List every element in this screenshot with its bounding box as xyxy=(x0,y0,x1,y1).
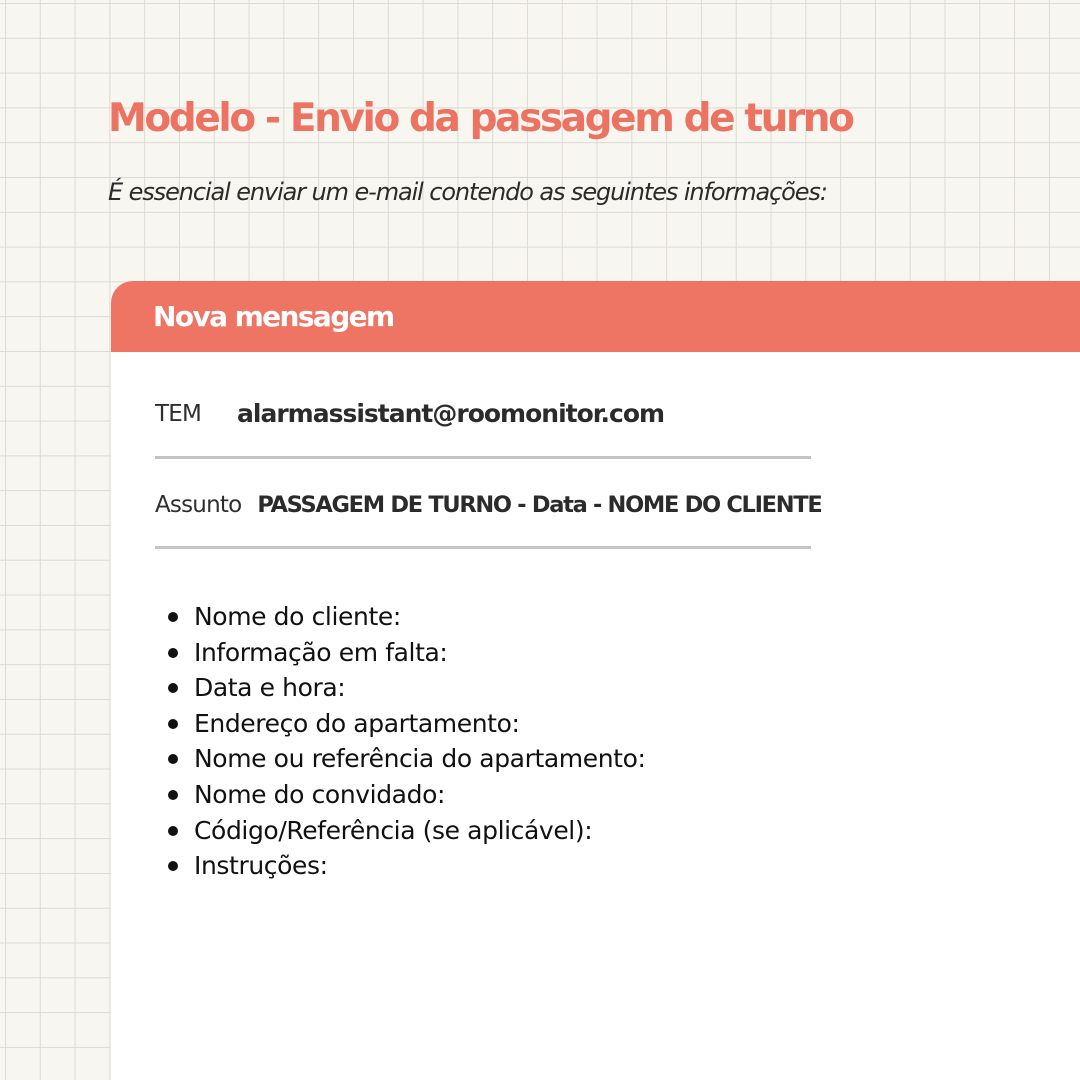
compose-window xyxy=(111,281,1080,1080)
list-item xyxy=(167,777,646,813)
bullet-icon xyxy=(168,790,178,800)
list-item-text: Informação em falta: xyxy=(194,637,448,667)
list-item-text: Nome do cliente: xyxy=(194,602,401,631)
compose-header-title: Nova mensagem xyxy=(153,300,394,333)
list-item-text: Código/Referência (se aplicável): xyxy=(194,815,593,845)
list-item xyxy=(167,635,646,671)
bullet-icon xyxy=(168,719,178,729)
list-item xyxy=(167,599,646,635)
list-item xyxy=(167,670,646,706)
bullet-icon xyxy=(168,826,178,836)
to-field[interactable] xyxy=(155,391,811,459)
to-value[interactable]: alarmassistant@roomonitor.com xyxy=(237,399,665,428)
bullet-icon xyxy=(168,683,178,693)
list-item-text: Data e hora: xyxy=(194,673,346,703)
bullet-icon xyxy=(168,612,178,622)
page-subtitle: É essencial enviar um e-mail contendo as seguintes informações: xyxy=(108,178,827,206)
subject-field[interactable] xyxy=(155,481,822,549)
bullet-icon xyxy=(168,648,178,658)
compose-header xyxy=(111,281,1080,352)
list-item xyxy=(167,813,646,849)
list-item-text: Nome ou referência do apartamento: xyxy=(194,744,646,774)
page-title: Modelo - Envio da passagem de turno xyxy=(108,96,853,141)
subject-label: Assunto xyxy=(155,491,242,518)
to-label: TEM xyxy=(155,400,202,427)
bullet-icon xyxy=(168,861,178,871)
list-item xyxy=(167,741,646,777)
message-body-list[interactable] xyxy=(167,599,646,884)
list-item xyxy=(167,706,646,742)
subject-value[interactable]: PASSAGEM DE TURNO - Data - NOME DO CLIENTE xyxy=(257,491,822,518)
list-item-text: Nome do convidado: xyxy=(194,779,445,809)
list-item-text: Endereço do apartamento: xyxy=(194,708,520,738)
list-item xyxy=(167,848,646,884)
bullet-icon xyxy=(168,754,178,764)
list-item-text: Instruções: xyxy=(194,851,328,881)
